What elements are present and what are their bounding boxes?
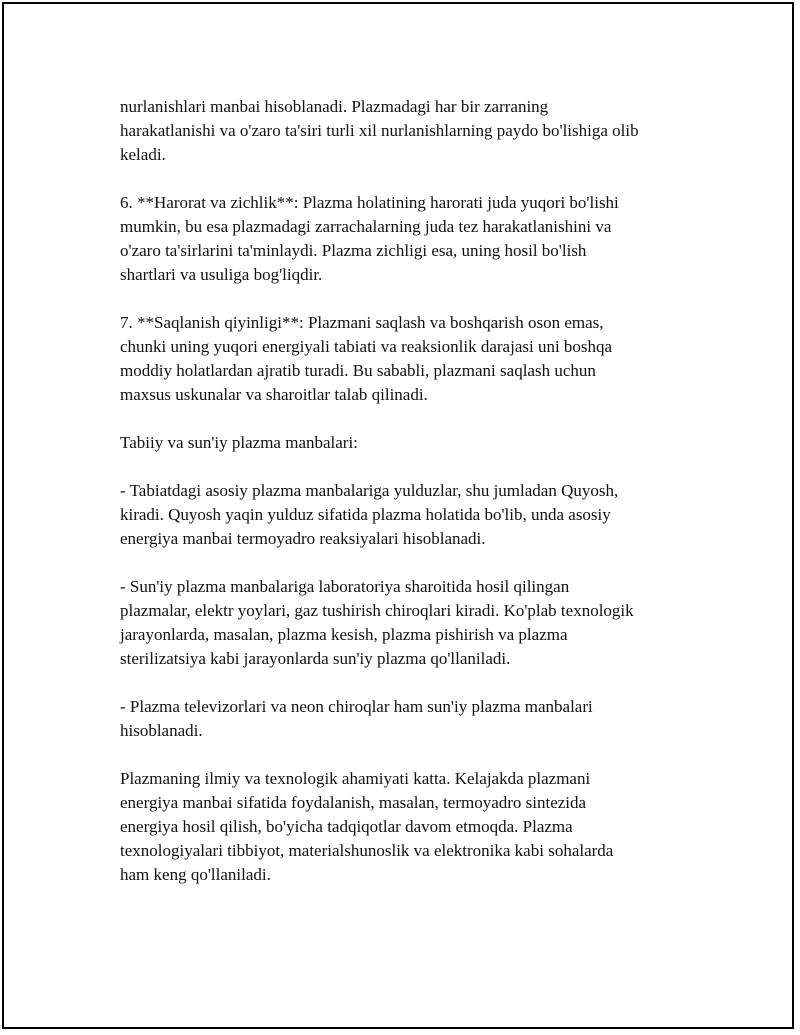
document-page — [2, 2, 794, 1029]
text-line: Plazmaning ilmiy va texnologik ahamiyati katta. Kelajakda plazmani — [120, 769, 591, 788]
text-line: - Tabiatdagi asosiy plazma manbalariga yulduzlar, shu jumladan Quyosh, — [120, 481, 619, 500]
text-line: sterilizatsiya kabi jarayonlarda sun'iy plazma qo'llaniladi. — [120, 649, 511, 668]
text-line: shartlari va usuliga bog'liqdir. — [120, 265, 323, 284]
text-line: o'zaro ta'sirlarini ta'minlaydi. Plazma zichligi esa, uning hosil bo'lish — [120, 241, 587, 260]
paragraph-storage-difficulty — [120, 311, 680, 407]
text-line: moddiy holatlardan ajratib turadi. Bu sababli, plazmani saqlash uchun — [120, 361, 596, 380]
text-line: keladi. — [120, 145, 166, 164]
text-line: texnologiyalari tibbiyot, materialshunoslik va elektronika kabi sohalarda — [120, 841, 614, 860]
paragraph-tv-neon — [120, 695, 680, 743]
paragraph-significance — [120, 767, 680, 887]
text-line: kiradi. Quyosh yaqin yulduz sifatida plazma holatida bo'lib, unda asosiy — [120, 505, 611, 524]
text-line: jarayonlarda, masalan, plazma kesish, plazma pishirish va plazma — [120, 625, 568, 644]
paragraph-sources-heading — [120, 431, 680, 455]
text-line: 6. **Harorat va zichlik**: Plazma holatining harorati juda yuqori bo'lishi — [120, 193, 619, 212]
text-line: chunki uning yuqori energiyali tabiati va reaksionlik darajasi uni boshqa — [120, 337, 613, 356]
text-line: - Sun'iy plazma manbalariga laboratoriya sharoitida hosil qilingan — [120, 577, 570, 596]
text-line: hisoblanadi. — [120, 721, 203, 740]
text-line: nurlanishlari manbai hisoblanadi. Plazmadagi har bir zarraning — [120, 97, 549, 116]
text-line: Tabiiy va sun'iy plazma manbalari: — [120, 433, 358, 452]
paragraph-artificial-sources — [120, 575, 680, 671]
text-line: - Plazma televizorlari va neon chiroqlar ham sun'iy plazma manbalari — [120, 697, 593, 716]
paragraph-radiation-continued — [120, 95, 680, 167]
text-line: maxsus uskunalar va sharoitlar talab qilinadi. — [120, 385, 428, 404]
paragraph-natural-sources — [120, 479, 680, 551]
text-line: 7. **Saqlanish qiyinligi**: Plazmani saqlash va boshqarish oson emas, — [120, 313, 604, 332]
text-line: ham keng qo'llaniladi. — [120, 865, 271, 884]
document-body — [120, 95, 680, 911]
paragraph-temperature-density — [120, 191, 680, 287]
text-line: harakatlanishi va o'zaro ta'siri turli xil nurlanishlarning paydo bo'lishiga olib — [120, 121, 639, 140]
text-line: energiya manbai sifatida foydalanish, masalan, termoyadro sintezida — [120, 793, 587, 812]
text-line: mumkin, bu esa plazmadagi zarrachalarning juda tez harakatlanishini va — [120, 217, 612, 236]
text-line: energiya hosil qilish, bo'yicha tadqiqotlar davom etmoqda. Plazma — [120, 817, 573, 836]
text-line: plazmalar, elektr yoylari, gaz tushirish chiroqlari kiradi. Ko'plab texnologik — [120, 601, 634, 620]
text-line: energiya manbai termoyadro reaksiyalari hisoblanadi. — [120, 529, 486, 548]
